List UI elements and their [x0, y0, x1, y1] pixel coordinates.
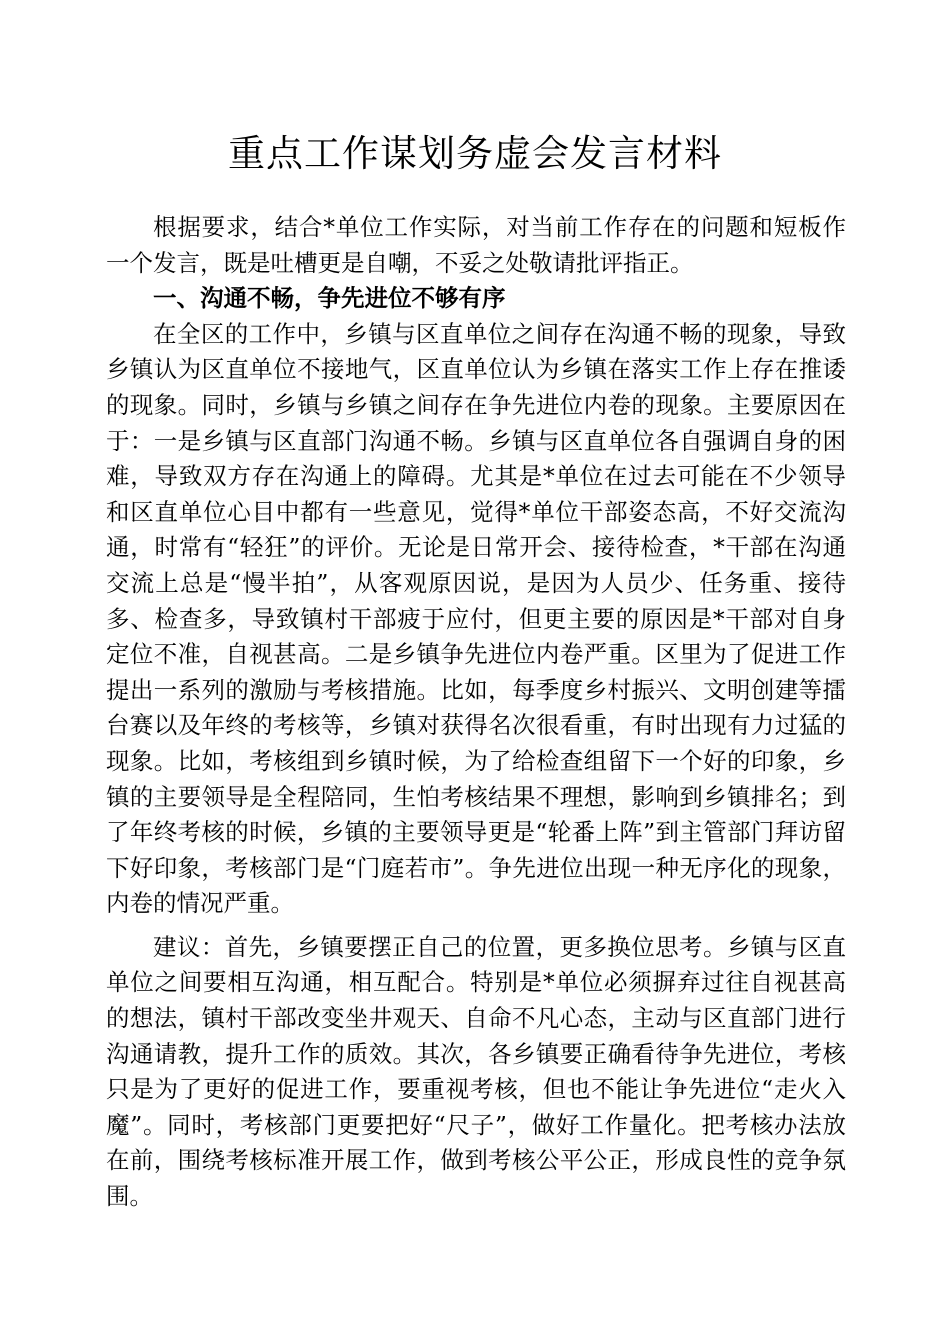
suggestion-paragraph: 建议：首先，乡镇要摆正自己的位置，更多换位思考。乡镇与区直单位之间要相互沟通，相互配合。特别是*单位必须摒弃过往自视甚高的想法，镇村干部改变坐井观天、自命不凡心态，主动与区直部门进行沟通请教，提升工作的质效。其次，各乡镇要正确看待争先进位，考核只是为了更好的促进工作，要重视考核，但也不能让争先进位“走火入魔”。同时，考核部门更要把好“尺子”，做好工作量化。把考核办法放在前，围绕考核标准开展工作，做到考核公平公正，形成良性的竞争氛围。 [106, 932, 846, 1211]
intro-paragraph: 根据要求，结合*单位工作实际，对当前工作存在的问题和短板作一个发言，既是吐槽更是自嘲，不妥之处敬请批评指正。 [106, 213, 846, 277]
document-body [106, 210, 846, 1215]
document-title: 重点工作谋划务虚会发言材料 [228, 132, 722, 175]
section-1-paragraph: 在全区的工作中，乡镇与区直单位之间存在沟通不畅的现象，导致乡镇认为区直单位不接地气，区直单位认为乡镇在落实工作上存在推诿的现象。同时，乡镇与乡镇之间存在争先进位内卷的现象。主要原因在于：一是乡镇与区直部门沟通不畅。乡镇与区直单位各自强调自身的困难，导致双方存在沟通上的障碍。尤其是*单位在过去可能在不少领导和区直单位心目中都有一些意见，觉得*单位干部姿态高，不好交流沟通，时常有“轻狂”的评价。无论是日常开会、接待检查，*干部在沟通交流上总是“慢半拍”，从客观原因说，是因为人员少、任务重、接待多、检查多，导致镇村干部疲于应付，但更主要的原因是*干部对自身定位不准，自视甚高。二是乡镇争先进位内卷严重。区里为了促进工作提出一系列的激励与考核措施。比如，每季度乡村振兴、文明创建等擂台赛以及年终的考核等，乡镇对获得名次很看重，有时出现有力过猛的现象。比如，考核组到乡镇时候，为了给检查组留下一个好的印象，乡镇的主要领导是全程陪同，生怕考核结果不理想，影响到乡镇排名；到了年终考核的时候，乡镇的主要领导更是“轮番上阵”到主管部门拜访留下好印象，考核部门是“门庭若市”。争先进位出现一种无序化的现象，内卷的情况严重。 [106, 319, 846, 918]
section-heading-1: 一、沟通不畅，争先进位不够有序 [153, 284, 506, 313]
